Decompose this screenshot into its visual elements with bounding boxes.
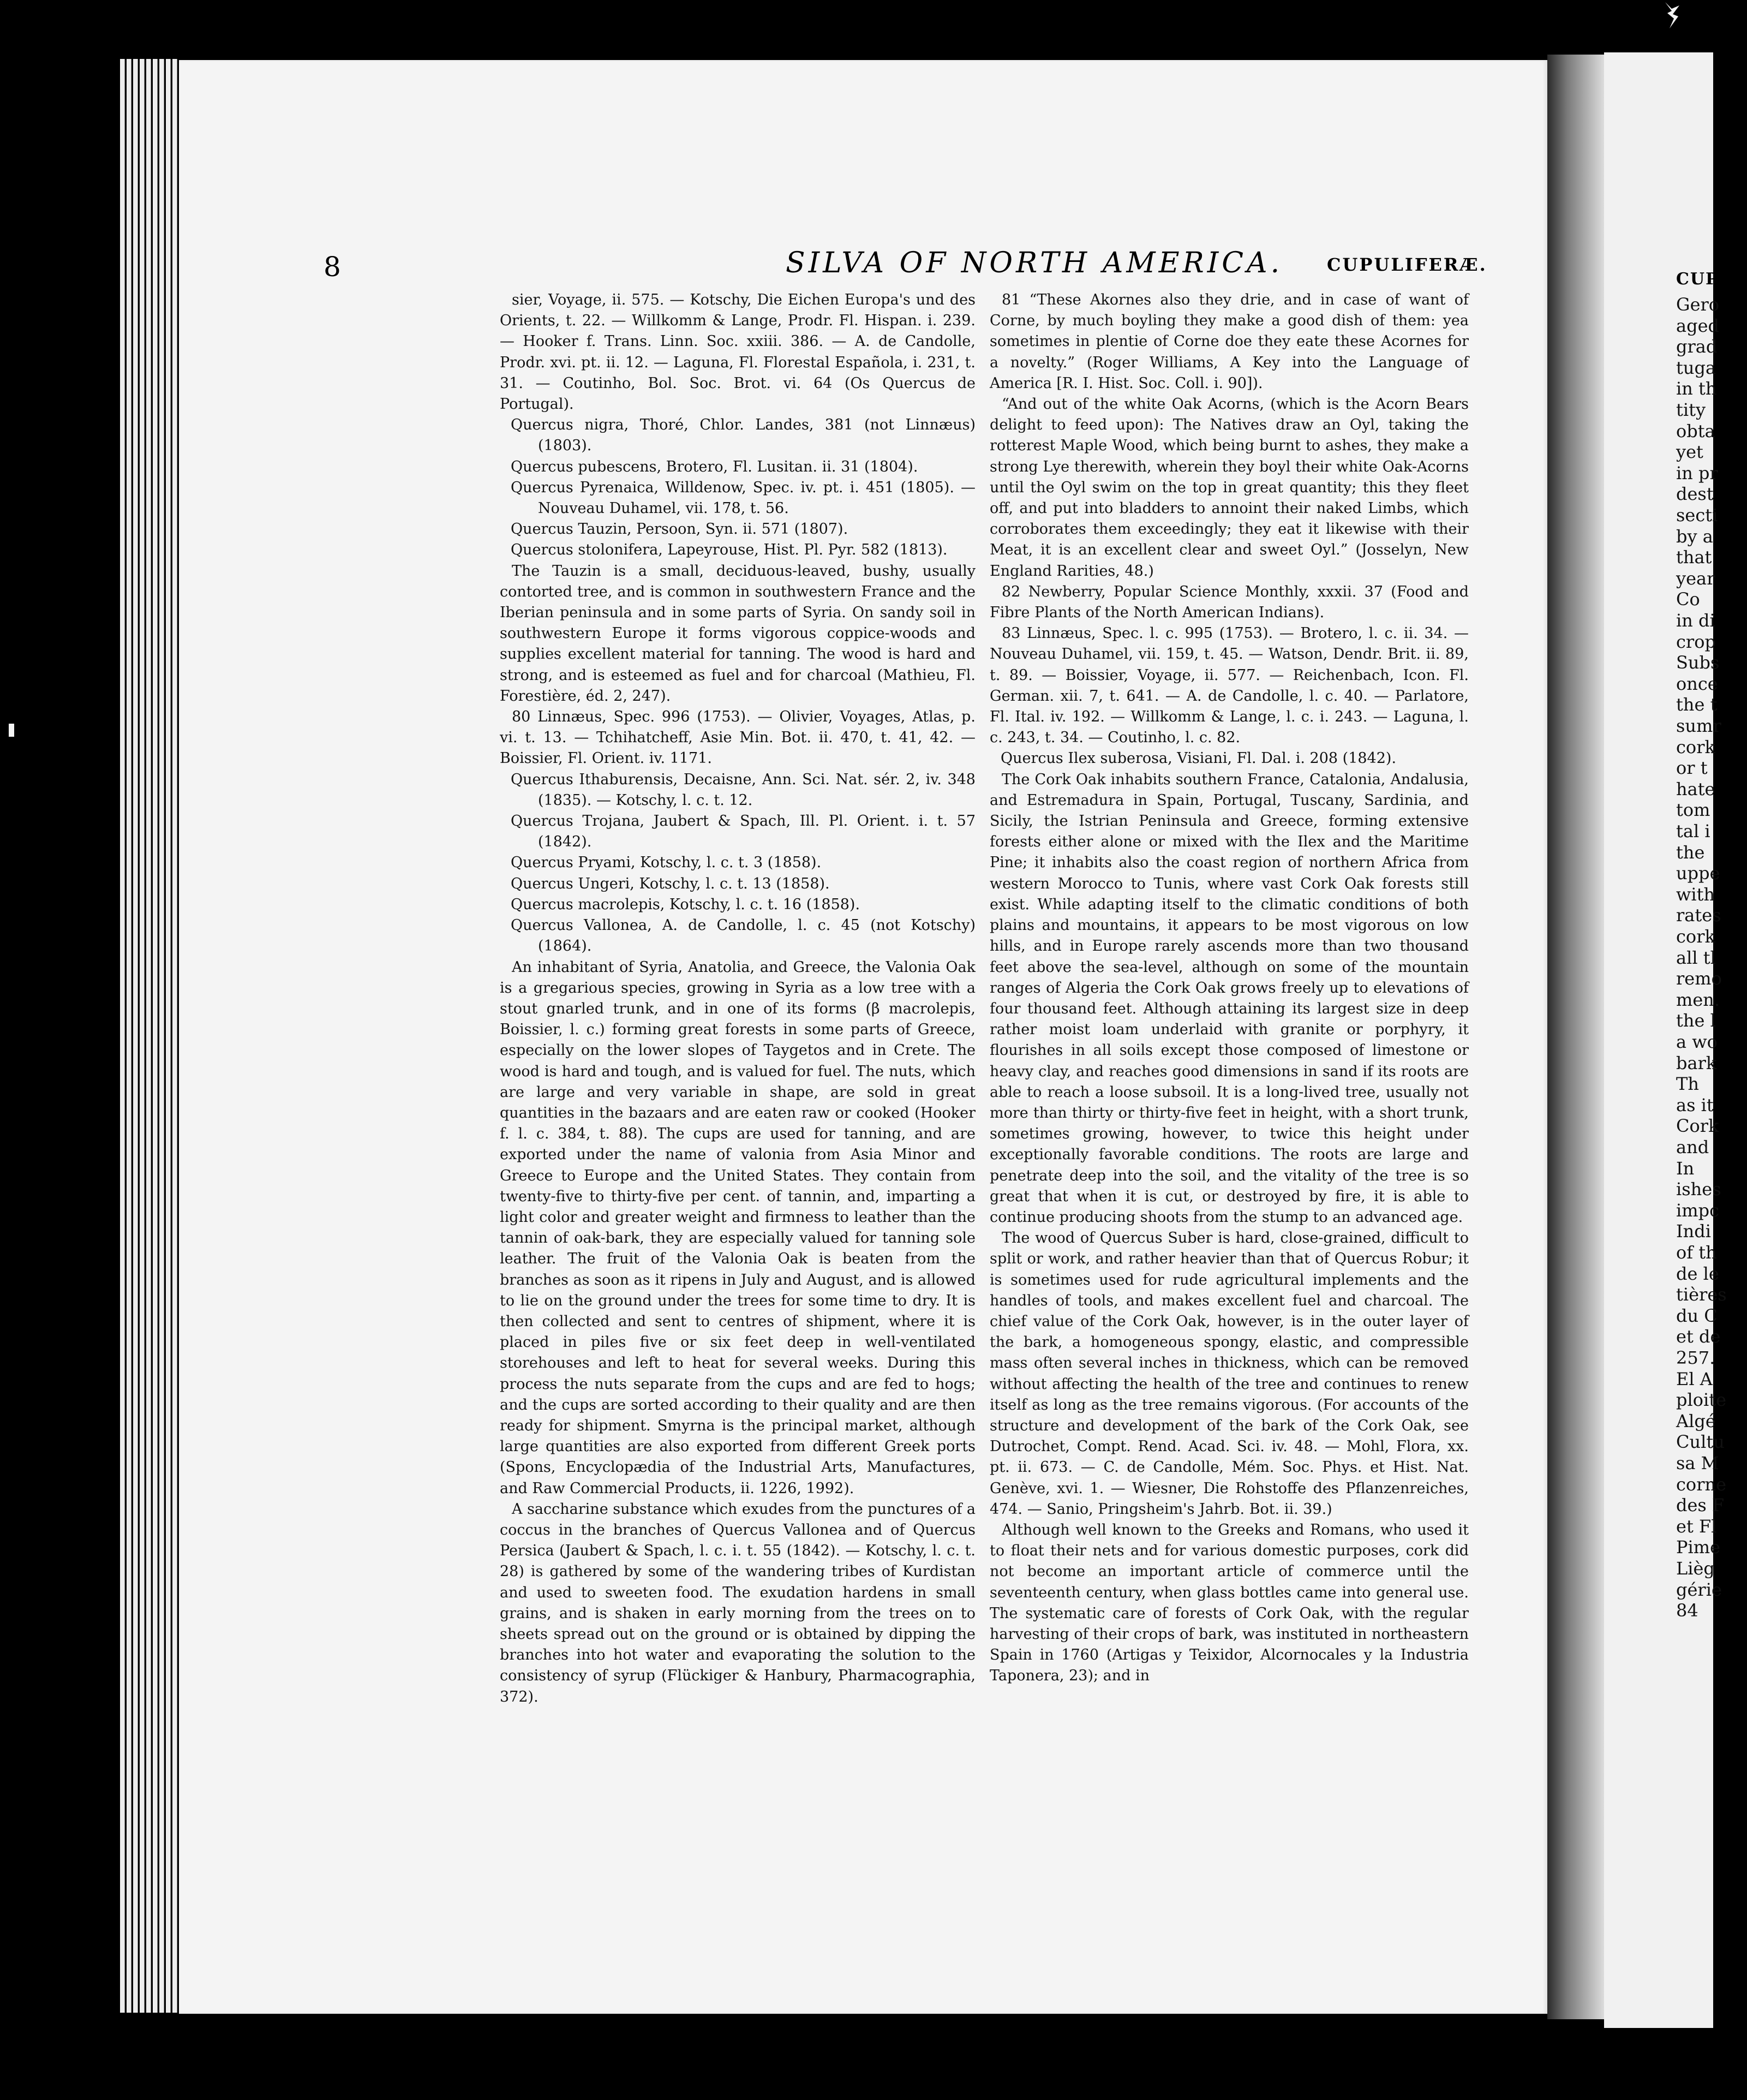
right-column xyxy=(990,290,1469,1687)
facing-page-line: et de xyxy=(1676,1326,1721,1347)
synonym-line: Quercus stolonifera, Lapeyrouse, Hist. Pl. Pyr. 582 (1813). xyxy=(511,541,948,559)
facing-page-line: a wo xyxy=(1676,1031,1718,1052)
synonym-line: Quercus Vallonea, A. de Candolle, l. c. 45 (not Kotschy) (1864). xyxy=(511,917,976,955)
footnote-paragraph: A saccharine substance which exudes from the punctures of a coccus in the branches of Quercus Vallonea and of Quercus Persica (Jaubert & Spach, l. c. i. t. 55 (1842). — Kotschy, l. c. t. 28) is gathered by some of the wandering tribes of Kurdistan and used to sweeten food. The exudation hardens in small grains, and is shaken in early morning from the trees on to sheets spread out on the ground or is obtained by dipping the branches into hot water and evaporating the solution to the consistency of syrup (Flückiger & Hanbury, Pharmacographia, 372). xyxy=(500,1500,976,1705)
facing-page-line: Pime xyxy=(1676,1537,1721,1558)
facing-page-heading: CUPUL xyxy=(1676,270,1747,289)
facing-page-line: sa M xyxy=(1676,1453,1719,1473)
facing-page-line: de le xyxy=(1676,1263,1719,1284)
page-edge xyxy=(140,59,145,2013)
facing-page-line: year xyxy=(1676,568,1715,589)
synonym-line: Quercus macrolepis, Kotschy, l. c. t. 16 (1858). xyxy=(511,896,860,913)
footnote-paragraph: “And out of the white Oak Acorns, (which is the Acorn Bears delight to feed upon): The Natives draw an Oyl, taking the rotterest Maple Wood, which being burnt to ashes, they make a strong Lye therewith, wherein they boyl their white Oak-Acorns until the Oyl swim on the top in great quantity; this they fleet off, and put into bladders to annoint their naked Limbs, which corroborates them exceedingly; they eat it likewise with their Meat, it is an excellent clear and sweet Oyl.” (Josselyn, New England Rarities, 48.) xyxy=(990,396,1469,580)
facing-page-line: or t xyxy=(1676,757,1708,779)
facing-page-line: Lièg xyxy=(1676,1558,1715,1579)
facing-page-line: rates xyxy=(1676,905,1721,926)
synonym-line: Quercus pubescens, Brotero, Fl. Lusitan. ii. 31 (1804). xyxy=(511,458,918,475)
facing-page-line: grad xyxy=(1676,336,1718,357)
footnote-82: 82 Newberry, Popular Science Monthly, xxxii. 37 (Food and Fibre Plants of the North American Indians). xyxy=(990,583,1469,622)
facing-page-line: by a xyxy=(1676,526,1713,547)
facing-page-line: ploite xyxy=(1676,1389,1727,1411)
page-number: 8 xyxy=(324,251,341,283)
page-edge xyxy=(120,59,125,2013)
page-edge xyxy=(127,59,131,2013)
running-title: SILVA OF NORTH AMERICA. xyxy=(786,247,1283,279)
gutter-shadow xyxy=(1547,55,1604,2019)
facing-page-line: 84 xyxy=(1676,1600,1698,1621)
facing-page-line: Indi xyxy=(1676,1221,1711,1242)
facing-page-line: corne xyxy=(1676,1473,1727,1495)
facing-page-line: obta xyxy=(1676,420,1715,442)
facing-page-line: remo xyxy=(1676,968,1722,989)
synonym-line: Quercus Tauzin, Persoon, Syn. ii. 571 (1807). xyxy=(511,521,848,538)
facing-page-line: with xyxy=(1676,884,1715,905)
footnote-paragraph: The Cork Oak inhabits southern France, Catalonia, Andalusia, and Estremadura in Spain, Portugal, Tuscany, Sardinia, and Sicily, the Istrian Peninsula and Greece, forming extensive forests either alone or mixed with the Ilex and the Maritime Pine; it inhabits also the coast region of northern Africa from western Morocco to Tunis, where vast Cork Oak forests still exist. While adapting itself to the climatic conditions of both plains and mountains, it appears to be most vigorous on low hills, and in Europe rarely ascends more than two thousand feet above the sea-level, although on some of the mountain ranges of Algeria the Cork Oak grows freely up to elevations of four thousand feet. Although attaining its largest size in deep rather moist loam underlaid with granite or porphyry, it flourishes in all soils except those composed of limestone or heavy clay, and reaches good dimensions in sand if its roots are able to reach a loose subsoil. It is a long-lived tree, usually not more than thirty or thirty-five feet in height, with a short trunk, sometimes growing, however, to twice this height under exceptionally favorable conditions. The roots are large and penetrate deep into the soil, and the vitality of the tree is so great that when it is cut, or destroyed by fire, it is able to continue producing shoots from the stump to an advanced age. xyxy=(990,771,1469,1226)
synonym-line: Quercus Ilex suberosa, Visiani, Fl. Dal. i. 208 (1842). xyxy=(1001,750,1397,767)
footnote-continued: sier, Voyage, ii. 575. — Kotschy, Die Eichen Europa's und des Orients, t. 22. — Willkomm & Lange, Prodr. Fl. Hispan. i. 239. — Hooker f. Trans. Linn. Soc. xxiii. 386. — A. de Candolle, Prodr. xvi. pt. ii. 12. — Laguna, Fl. Florestal Española, i. 231, t. 31. — Coutinho, Bol. Soc. Brot. vi. 64 (Os Quercus de Portugal). xyxy=(500,291,976,413)
footnote-83: 83 Linnæus, Spec. l. c. 995 (1753). — Brotero, l. c. ii. 34. — Nouveau Duhamel, vii. 159, t. 45. — Watson, Dendr. Brit. ii. 89, t. 89. — Boissier, Voyage, ii. 577. — Reichenbach, Icon. Fl. German. xii. 7, t. 641. — A. de Candolle, l. c. 40. — Parlatore, Fl. Ital. iv. 192. — Willkomm & Lange, l. c. i. 243. — Laguna, l. c. 243, t. 34. — Coutinho, l. c. 82. xyxy=(990,625,1469,747)
facing-page-line: hate xyxy=(1676,778,1715,800)
left-column xyxy=(500,290,976,1708)
facing-page-line: yet xyxy=(1676,442,1703,463)
page-edge xyxy=(146,59,151,2013)
facing-page-line: du C xyxy=(1676,1305,1718,1326)
synonym-line: Quercus Ungeri, Kotschy, l. c. t. 13 (1858). xyxy=(511,875,830,892)
facing-page-line: in di xyxy=(1676,610,1715,631)
facing-page-line: impc xyxy=(1676,1200,1719,1221)
facing-page-line: that xyxy=(1676,547,1712,568)
facing-page-line: Co xyxy=(1676,589,1700,610)
page-edge xyxy=(153,59,158,2013)
facing-page-line: the xyxy=(1676,842,1705,863)
facing-page-line: Algé xyxy=(1676,1410,1716,1431)
facing-page-line: once xyxy=(1676,673,1718,694)
facing-page-line: bark xyxy=(1676,1052,1717,1073)
facing-page-line: tal i xyxy=(1676,821,1710,842)
facing-page-line: of th xyxy=(1676,1242,1717,1263)
facing-page-line: Cork xyxy=(1676,1115,1719,1137)
facing-page-line: tom xyxy=(1676,800,1710,821)
synonym-line: Quercus Pryami, Kotschy, l. c. t. 3 (1858). xyxy=(511,854,822,872)
footnote-paragraph: The Tauzin is a small, deciduous-leaved, bushy, usually contorted tree, and is common in southwestern France and the Iberian peninsula and in some parts of Syria. On sandy soil in southwestern Europe it forms vigorous coppice-woods and supplies excellent material for tanning. The wood is hard and strong, and is esteemed as fuel and for charcoal (Mathieu, Fl. Forestière, éd. 2, 247). xyxy=(500,562,976,705)
facing-page-line: in th xyxy=(1676,378,1717,399)
facing-page-line: des F xyxy=(1676,1495,1725,1516)
footnote-paragraph: Although well known to the Greeks and Romans, who used it to float their nets and for various domestic purposes, cork did not become an important article of commerce until the seventeenth century, when glass bottles came into general use. The systematic care of forests of Cork Oak, with the regular harvesting of their crops of bark, was instituted in northeastern Spain in 1760 (Artigas y Teixidor, Alcornocales y la Industria Taponera, 23); and in xyxy=(990,1521,1469,1685)
synonym-line: Quercus Trojana, Jaubert & Spach, Ill. Pl. Orient. i. t. 57 (1842). xyxy=(511,813,976,851)
facing-page-line: as it xyxy=(1676,1094,1714,1115)
footnote-81: 81 “These Akornes also they drie, and in case of want of Corne, by much boyling they make a good dish of them: yea sometimes in plentie of Corne doe they eate these Acornes for a novelty.” (Roger Williams, A Key into the Language of America [R. I. Hist. Soc. Coll. i. 90]). xyxy=(990,291,1469,392)
facing-page-line: uppe xyxy=(1676,863,1720,884)
facing-page-line: crop xyxy=(1676,631,1716,652)
facing-page-line: tity xyxy=(1676,399,1706,420)
facing-page-line: secti xyxy=(1676,505,1718,526)
facing-page-line: and xyxy=(1676,1137,1709,1158)
facing-page-line: et Fl xyxy=(1676,1516,1717,1537)
facing-page-line: 257. xyxy=(1676,1347,1715,1368)
synonym-line: Quercus nigra, Thoré, Chlor. Landes, 381 (not Linnæus) (1803). xyxy=(511,416,976,455)
page-edge xyxy=(172,59,177,2013)
facing-page-line: Th xyxy=(1676,1073,1699,1095)
page-edge xyxy=(133,59,138,2013)
facing-page-line: Gero xyxy=(1676,294,1720,315)
page-edge xyxy=(166,59,171,2013)
facing-page-line: In xyxy=(1676,1158,1695,1179)
scan-speck xyxy=(9,724,14,737)
facing-page-line: El A xyxy=(1676,1368,1713,1389)
facing-page-line: gérie xyxy=(1676,1579,1722,1600)
scan-speck xyxy=(1662,0,1684,31)
synonym-line: Quercus Pyrenaica, Willdenow, Spec. iv. pt. i. 451 (1805). — Nouveau Duhamel, vii. 178, t. 56. xyxy=(511,479,976,517)
footnote-paragraph: An inhabitant of Syria, Anatolia, and Greece, the Valonia Oak is a gregarious species, growing in Syria as a low tree with a stout gnarled trunk, and in one of its forms (β macrolepis, Boissier, l. c.) forming great forests in some parts of Greece, especially on the lower slopes of Taygetos and in Crete. The wood is hard and tough, and is valued for fuel. The nuts, which are large and very variable in shape, are sold in great quantities in the bazaars and are eaten raw or cooked (Hooker f. l. c. 384, t. 88). The cups are used for tanning, and are exported under the name of valonia from Asia Minor and Greece to Europe and the United States. They contain from twenty-five to thirty-five per cent. of tannin, and, imparting a light color and greater weight and firmness to leather than the tannin of oak-bark, they are especially valued for tanning sole leather. The fruit of the Valonia Oak is beaten from the branches as soon as it ripens in July and August, and is allowed to lie on the ground under the trees for some time to dry. It is then collected and sent to centres of shipment, where it is placed in piles five or six feet deep in well-ventilated storehouses and left to heat for several weeks. During this process the nuts separate from the cups and are fed to hogs; and the cups are sorted according to their quality and are then ready for shipment. Smyrna is the principal market, although large quantities are also exported from different Greek ports (Spons, Encyclopædia of the Industrial Arts, Manufactures, and Raw Commercial Products, ii. 1226, 1992). xyxy=(500,958,976,1497)
facing-page-line: Subs xyxy=(1676,652,1720,673)
facing-page-line: tuga xyxy=(1676,357,1716,378)
page-edge xyxy=(159,59,164,2013)
facing-page-line: the t xyxy=(1676,694,1718,715)
facing-page-line: in pr xyxy=(1676,462,1718,484)
facing-page-line: tières xyxy=(1676,1284,1727,1305)
family-heading: CUPULIFERÆ. xyxy=(1327,254,1487,275)
facing-page-line: the l xyxy=(1676,1010,1716,1031)
facing-page-line: dest xyxy=(1676,484,1714,505)
facing-page-line: all tl xyxy=(1676,947,1716,968)
facing-page xyxy=(1604,52,1747,2028)
facing-page-line: ishes xyxy=(1676,1179,1721,1200)
facing-page-line: sumr xyxy=(1676,715,1721,736)
footnote-paragraph: The wood of Quercus Suber is hard, close-grained, difficult to split or work, and rather heavier than that of Quercus Robur; it is sometimes used for rude agricultural implements and the handles of tools, and makes excellent fuel and charcoal. The chief value of the Cork Oak, however, is in the outer layer of the bark, a homogeneous spongy, elastic, and compressible mass often several inches in thickness, which can be removed without affecting the health of the tree and continues to renew itself as long as the tree remains vigorous. (For accounts of the structure and development of the bark of the Cork Oak, see Dutrochet, Compt. Rend. Acad. Sci. iv. 48. — Mohl, Flora, xx. pt. ii. 673. — C. de Candolle, Mém. Soc. Phys. et Hist. Nat. Genève, xvi. 1. — Wiesner, Die Rohstoffe des Pflanzenreiches, 474. — Sanio, Pringsheim's Jahrb. Bot. ii. 39.) xyxy=(990,1230,1469,1518)
facing-page-line: aged xyxy=(1676,315,1719,336)
facing-page-line: Cultu xyxy=(1676,1431,1725,1453)
synonym-line: Quercus Ithaburensis, Decaisne, Ann. Sci. Nat. sér. 2, iv. 348 (1835). — Kotschy, l. c. t. 12. xyxy=(511,771,976,809)
facing-page-line: cork xyxy=(1676,736,1715,757)
facing-page-line: men. xyxy=(1676,989,1720,1010)
footnote-80: 80 Linnæus, Spec. 996 (1753). — Olivier, Voyages, Atlas, p. vi. t. 13. — Tchihatcheff, Asie Min. Bot. ii. 470, t. 41, 42. — Boissier, Fl. Orient. iv. 1171. xyxy=(500,708,976,767)
facing-page-line: cork xyxy=(1676,926,1715,947)
